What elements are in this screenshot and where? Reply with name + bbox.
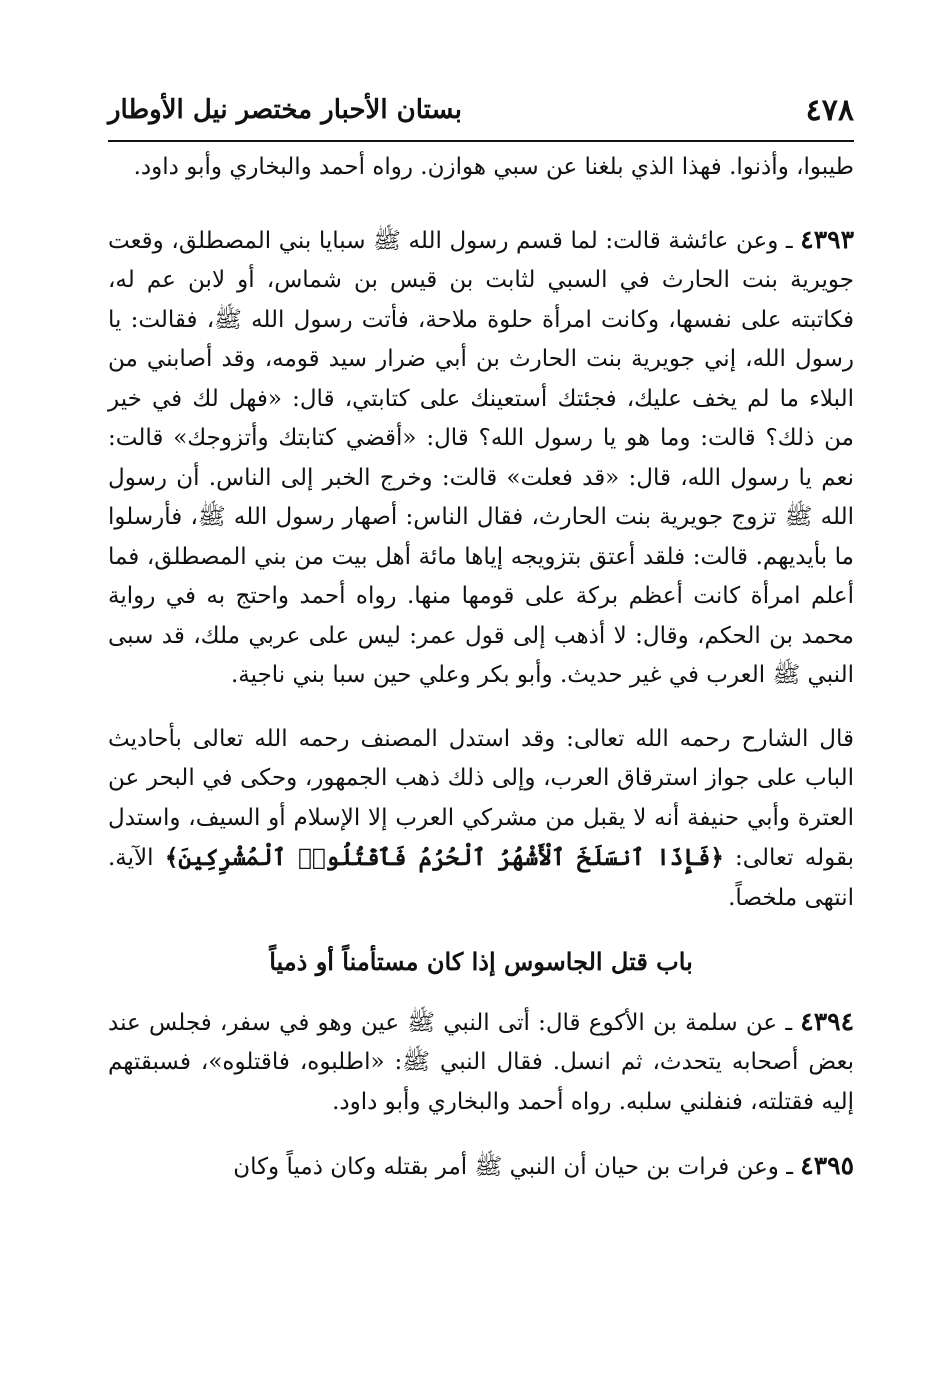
- hadith-number: ٤٣٩٣: [800, 224, 854, 254]
- page-header: [108, 80, 854, 142]
- section-title: باب قتل الجاسوس إذا كان مستأمناً أو ذمياً: [269, 947, 693, 976]
- hadith-text: ـ عن سلمة بن الأكوع قال: أتى النبي ﷺ عين وهو في سفر، فجلس عند بعض أصحابه يتحدث، ثم انسل. فقال النبي ﷺ: «اطلبوه، فاقتلوه»، فسبقتهم إليه فقتلته، فنفلني سلبه. رواه أحمد والبخاري وأبو داود.: [108, 1009, 854, 1115]
- hadith-text: ـ وعن فرات بن حيان أن النبي ﷺ أمر بقتله وكان ذمياً وكان: [233, 1154, 801, 1180]
- hadith-text: ـ وعن عائشة قالت: لما قسم رسول الله ﷺ سبايا بني المصطلق، وقعت جويرية بنت الحارث في السبي لثابت بن قيس بن شماس، أو لابن عم له، فكاتبته على نفسها، وكانت امرأة حلوة ملاحة، فأتت رسول الله ﷺ، فقالت: يا رسول الله، إني جويرية بنت الحارث بن أبي ضرار سيد قومه، وقد أصابني من البلاء ما لم يخف عليك، فجئتك أستعينك على كتابتي، قال: «فهل لك في خير من ذلك؟ قالت: وما هو يا رسول الله؟ قال: «أقضي كتابتك وأتزوجك» قالت: نعم يا رسول الله، قال: «قد فعلت» قالت: وخرج الخبر إلى الناس. أن رسول الله ﷺ تزوج جويرية بنت الحارث، فقال الناس: أصهار رسول الله ﷺ، فأرسلوا ما بأيديهم. قالت: فلقد أعتق بتزويجه إياها مائة أهل بيت من بني المصطلق، فما أعلم امرأة كانت أعظم بركة على قومها منها. رواه أحمد واحتج به في رواية محمد بن الحكم، وقال: لا أذهب إلى قول عمر: ليس على عربي ملك، قد سبى النبي ﷺ العرب في غير حديث. وأبو بكر وعلي حين سبا بني ناجية.: [108, 227, 854, 688]
- hadith-4393: [108, 220, 854, 696]
- page-number: ٤٧٨: [805, 92, 854, 128]
- quran-verse: ﴿فَإِذَا ٱنسَلَخَ ٱلْأَشْهُرُ ٱلْحُرُمُ فَٱقْتُلُوا۟ ٱلْمُشْرِكِينَ﴾: [164, 844, 724, 871]
- hadith-4394: [108, 1002, 854, 1123]
- hadith-number: ٤٣٩٥: [800, 1151, 854, 1180]
- commentary-text: قال الشارح رحمه الله تعالى: وقد استدل المصنف رحمه الله تعالى بأحاديث الباب على جواز استرقاق العرب، وإلى ذلك ذهب الجمهور، وحكى في البحر عن العترة وأبي حنيفة أنه لا يقبل من مشركي العرب إلا الإسلام أو السيف، واستدل بقوله تعالى:: [108, 725, 855, 871]
- commentary-end: الآية. انتهى ملخصاً.: [108, 845, 854, 911]
- book-title: بستان الأحبار مختصر نيل الأوطار: [108, 95, 462, 125]
- page-body: [108, 148, 854, 1212]
- commentary-paragraph: [108, 720, 854, 919]
- paragraph-continuation: طيبوا، وأذنوا. فهذا الذي بلغنا عن سبي هوازن. رواه أحمد والبخاري وأبو داود.: [133, 154, 854, 180]
- hadith-4395: [108, 1146, 854, 1188]
- hadith-number: ٤٣٩٤: [800, 1006, 854, 1036]
